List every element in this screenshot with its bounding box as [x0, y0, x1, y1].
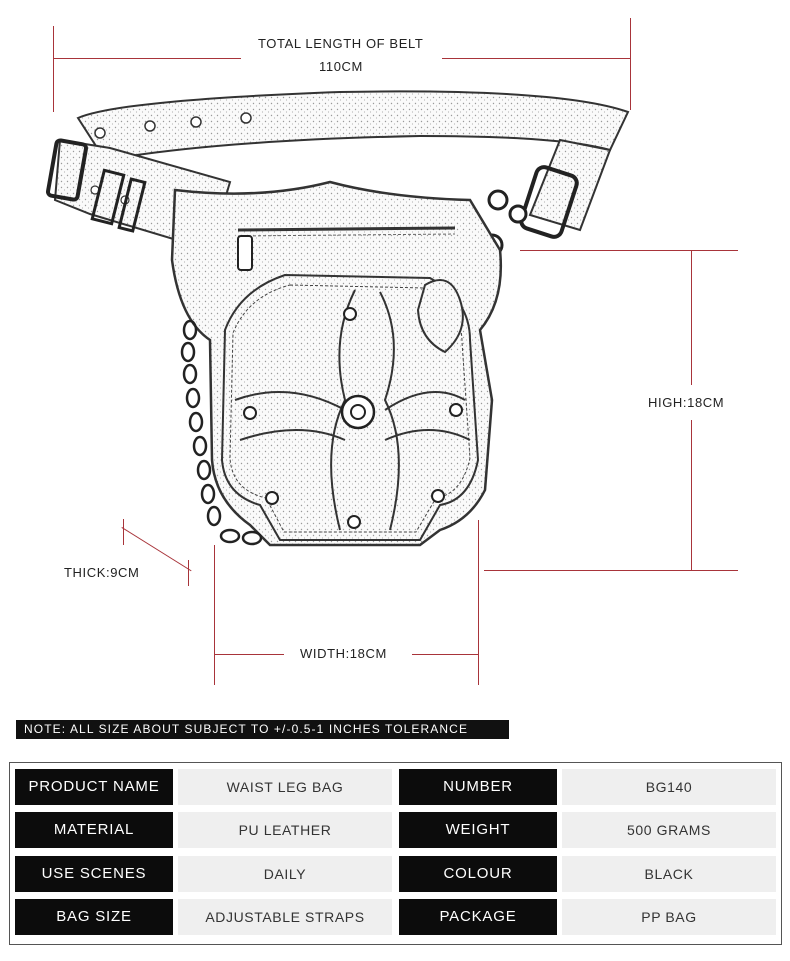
spec-value: BG140 [562, 769, 776, 805]
spec-value: 500 GRAMS [562, 812, 776, 848]
spec-value: WAIST LEG BAG [178, 769, 392, 805]
spec-label: WEIGHT [399, 812, 557, 848]
spec-label: COLOUR [399, 856, 557, 892]
bag-body [172, 182, 501, 545]
spec-value: DAILY [178, 856, 392, 892]
width-dim-line-right [412, 654, 478, 655]
tolerance-note: NOTE: ALL SIZE ABOUT SUBJECT TO +/-0.5-1 INCHES TOLERANCE [16, 720, 509, 739]
spec-table [9, 762, 782, 945]
spec-value: PU LEATHER [178, 812, 392, 848]
width-dim-left-tick [214, 545, 215, 685]
thick-dim-tick-b [188, 560, 189, 586]
belt-dim-right-tick [630, 18, 631, 110]
spec-label: USE SCENES [15, 856, 173, 892]
belt-dim-line-left [53, 58, 241, 59]
spec-value: BLACK [562, 856, 776, 892]
belt-length-label: TOTAL LENGTH OF BELT [258, 36, 424, 51]
high-dim-line-bottom [691, 420, 692, 570]
spec-label: PACKAGE [399, 899, 557, 935]
spec-label: PRODUCT NAME [15, 769, 173, 805]
spec-label: NUMBER [399, 769, 557, 805]
high-dim-top-tick [520, 250, 738, 251]
belt-dim-left-tick [53, 26, 54, 112]
high-dim-bottom-tick [484, 570, 738, 571]
spec-value: PP BAG [562, 899, 776, 935]
spec-value: ADJUSTABLE STRAPS [178, 899, 392, 935]
spec-label: BAG SIZE [15, 899, 173, 935]
width-dim-line-left [214, 654, 284, 655]
thick-dim-tick-a [123, 519, 124, 545]
belt-dim-line-right [442, 58, 630, 59]
width-dim-right-tick [478, 520, 479, 685]
spec-label: MATERIAL [15, 812, 173, 848]
width-label: WIDTH:18CM [300, 646, 387, 661]
high-dim-line-top [691, 250, 692, 385]
thick-label: THICK:9CM [64, 565, 140, 580]
high-label: HIGH:18CM [648, 395, 725, 410]
belt-length-value: 110CM [319, 59, 363, 74]
